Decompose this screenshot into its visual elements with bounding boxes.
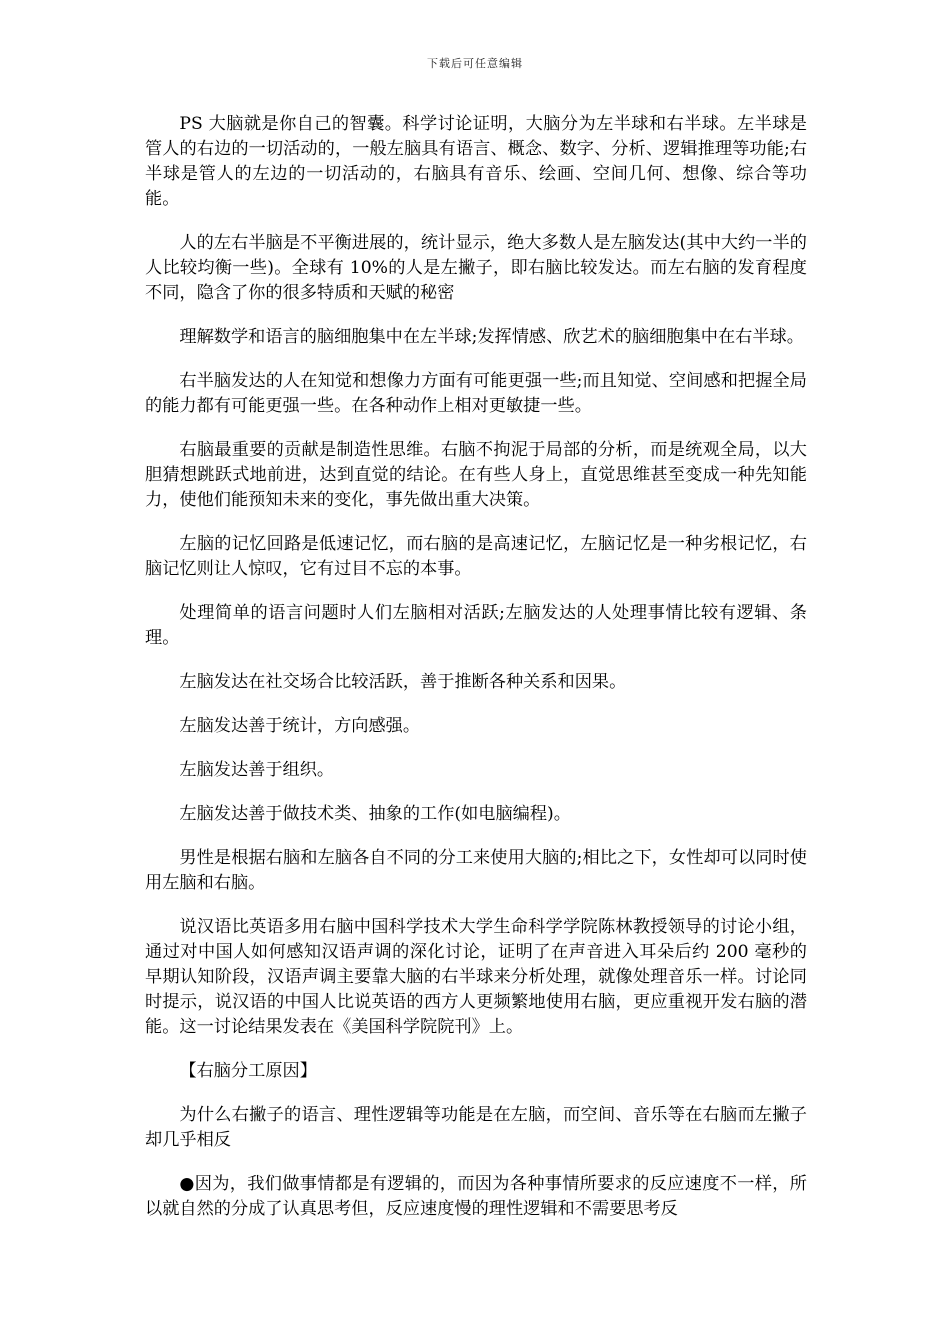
paragraph-right-brain-perception: 右半脑发达的人在知觉和想像力方面有可能更强一些;而且知觉、空间感和把握全局的能力都有可能更强一些。在各种动作上相对更敏捷一些。 bbox=[145, 371, 807, 416]
paragraph-cells: 理解数学和语言的脑细胞集中在左半球;发挥情感、欣艺术的脑细胞集中在右半球。 bbox=[179, 327, 804, 347]
page-header-note: 下载后可任意编辑 bbox=[427, 57, 523, 70]
paragraph-creative-thinking: 右脑最重要的贡献是制造性思维。右脑不拘泥于局部的分析，而是统观全局，以大胆猜想跳跃式地前进，达到直觉的结论。在有些人身上，直觉思维甚至变成一种先知能力，使他们能预知未来的变化，事先做出重大决策。 bbox=[145, 440, 807, 510]
paragraph-language: 处理简单的语言问题时人们左脑相对活跃;左脑发达的人处理事情比较有逻辑、条理。 bbox=[145, 603, 807, 648]
paragraph-chinese-study: 说汉语比英语多用右脑中国科学技术大学生命科学学院陈林教授领导的讨论小组，通过对中国人如何感知汉语声调的深化讨论，证明了在声音进入耳朵后约 200 毫秒的早期认知阶段，汉语声调主要靠大脑的右半球来分析处理，就像处理音乐一样。讨论同时提示，说汉语的中国人比说英语的西方人更频繁地使用右脑，更应重视开发右脑的潜能。这一讨论结果发表在《美国科学院院刊》上。 bbox=[145, 917, 807, 1037]
paragraph-social: 左脑发达在社交场合比较活跃，善于推断各种关系和因果。 bbox=[179, 672, 627, 692]
paragraph-gender: 男性是根据右脑和左脑各自不同的分工来使用大脑的;相比之下，女性却可以同时使用左脑和右脑。 bbox=[145, 848, 807, 893]
paragraph-memory: 左脑的记忆回路是低速记忆，而右脑的是高速记忆，左脑记忆是一种劣根记忆，右脑记忆则让人惊叹，它有过目不忘的本事。 bbox=[145, 534, 807, 579]
paragraph-technical: 左脑发达善于做技术类、抽象的工作(如电脑编程)。 bbox=[179, 804, 571, 824]
paragraph-balance: 人的左右半脑是不平衡进展的，统计显示，绝大多数人是左脑发达(其中大约一半的人比较均衡一些)。全球有 10%的人是左撇子，即右脑比较发达。而左右脑的发育程度不同，隐含了你的很多特质和天赋的秘密 bbox=[145, 233, 807, 303]
section-heading: 【右脑分工原因】 bbox=[179, 1061, 317, 1081]
paragraph-statistics: 左脑发达善于统计，方向感强。 bbox=[179, 716, 421, 736]
paragraph-reason: ●因为，我们做事情都是有逻辑的，而因为各种事情所要求的反应速度不一样，所以就自然的分成了认真思考但，反应速度慢的理性逻辑和不需要思考反 bbox=[145, 1174, 807, 1219]
paragraph-intro: PS 大脑就是你自己的智囊。科学讨论证明，大脑分为左半球和右半球。左半球是管人的右边的一切活动的，一般左脑具有语言、概念、数字、分析、逻辑推理等功能;右半球是管人的左边的一切活动的，右脑具有音乐、绘画、空间几何、想像、综合等功能。 bbox=[145, 114, 807, 209]
paragraph-question: 为什么右撇子的语言、理性逻辑等功能是在左脑，而空间、音乐等在右脑而左撇子却几乎相反 bbox=[145, 1105, 807, 1150]
document-body bbox=[145, 112, 807, 1241]
paragraph-organize: 左脑发达善于组织。 bbox=[179, 760, 335, 780]
